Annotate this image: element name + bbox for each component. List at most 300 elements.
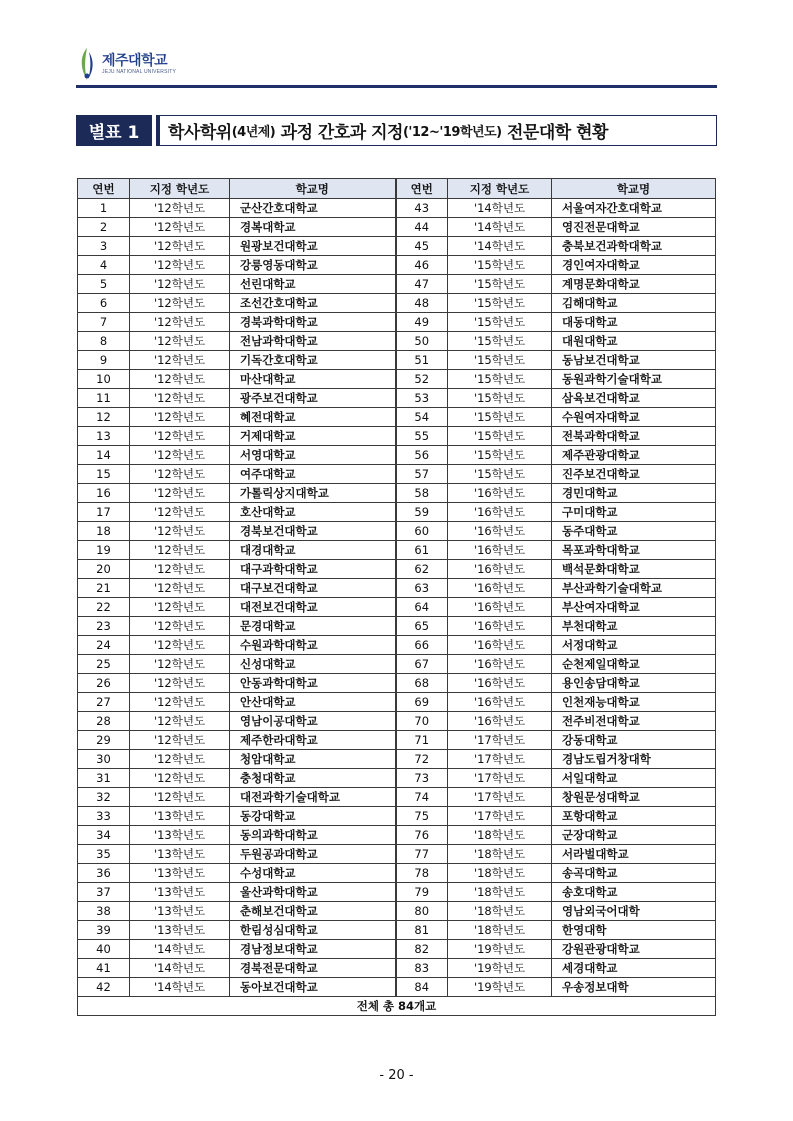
row-year: '13학년도 bbox=[130, 845, 230, 864]
row-number: 77 bbox=[396, 845, 448, 864]
page-title bbox=[160, 115, 717, 146]
row-number: 28 bbox=[78, 712, 130, 731]
table-row bbox=[78, 256, 716, 275]
row-number: 67 bbox=[396, 655, 448, 674]
table-row bbox=[78, 484, 716, 503]
table-row bbox=[78, 313, 716, 332]
row-school-name: 영진전문대학교 bbox=[552, 218, 716, 237]
row-year: '19학년도 bbox=[448, 940, 552, 959]
table-row bbox=[78, 427, 716, 446]
row-school-name: 기독간호대학교 bbox=[230, 351, 396, 370]
row-school-name: 진주보건대학교 bbox=[552, 465, 716, 484]
row-school-name: 한영대학 bbox=[552, 921, 716, 940]
table-row bbox=[78, 769, 716, 788]
row-year: '15학년도 bbox=[448, 256, 552, 275]
row-number: 57 bbox=[396, 465, 448, 484]
row-year: '18학년도 bbox=[448, 902, 552, 921]
row-year: '17학년도 bbox=[448, 807, 552, 826]
row-number: 52 bbox=[396, 370, 448, 389]
row-number: 78 bbox=[396, 864, 448, 883]
row-year: '17학년도 bbox=[448, 769, 552, 788]
row-year: '12학년도 bbox=[130, 579, 230, 598]
table-row bbox=[78, 959, 716, 978]
row-number: 10 bbox=[78, 370, 130, 389]
table-row bbox=[78, 465, 716, 484]
row-school-name: 마산대학교 bbox=[230, 370, 396, 389]
row-school-name: 충청대학교 bbox=[230, 769, 396, 788]
table-row bbox=[78, 864, 716, 883]
row-number: 80 bbox=[396, 902, 448, 921]
row-year: '17학년도 bbox=[448, 731, 552, 750]
row-year: '12학년도 bbox=[130, 237, 230, 256]
row-school-name: 강원관광대학교 bbox=[552, 940, 716, 959]
row-number: 64 bbox=[396, 598, 448, 617]
row-year: '12학년도 bbox=[130, 712, 230, 731]
row-year: '14학년도 bbox=[130, 978, 230, 997]
row-number: 48 bbox=[396, 294, 448, 313]
col-header-school: 학교명 bbox=[552, 179, 716, 199]
row-school-name: 강동대학교 bbox=[552, 731, 716, 750]
table-row bbox=[78, 332, 716, 351]
row-number: 65 bbox=[396, 617, 448, 636]
table-row bbox=[78, 199, 716, 218]
row-school-name: 우송정보대학 bbox=[552, 978, 716, 997]
appendix-tag: 별표 1 bbox=[76, 115, 152, 146]
row-number: 51 bbox=[396, 351, 448, 370]
row-year: '16학년도 bbox=[448, 655, 552, 674]
row-number: 46 bbox=[396, 256, 448, 275]
table-row bbox=[78, 370, 716, 389]
row-year: '13학년도 bbox=[130, 864, 230, 883]
table-row bbox=[78, 598, 716, 617]
table-header-row bbox=[78, 179, 716, 199]
row-year: '15학년도 bbox=[448, 275, 552, 294]
row-school-name: 거제대학교 bbox=[230, 427, 396, 446]
table-row bbox=[78, 389, 716, 408]
row-school-name: 동원과학기술대학교 bbox=[552, 370, 716, 389]
row-number: 74 bbox=[396, 788, 448, 807]
table-row bbox=[78, 845, 716, 864]
title-part-3: 과정 간호과 지정 bbox=[275, 123, 403, 143]
row-school-name: 부산과학기술대학교 bbox=[552, 579, 716, 598]
college-table bbox=[77, 178, 716, 1016]
row-school-name: 부산여자대학교 bbox=[552, 598, 716, 617]
table-title-bar bbox=[76, 115, 717, 146]
row-number: 8 bbox=[78, 332, 130, 351]
row-school-name: 선린대학교 bbox=[230, 275, 396, 294]
row-number: 6 bbox=[78, 294, 130, 313]
row-school-name: 경남도립거창대학 bbox=[552, 750, 716, 769]
row-number: 63 bbox=[396, 579, 448, 598]
row-number: 29 bbox=[78, 731, 130, 750]
col-header-year: 지정 학년도 bbox=[130, 179, 230, 199]
row-school-name: 세경대학교 bbox=[552, 959, 716, 978]
row-year: '16학년도 bbox=[448, 484, 552, 503]
table-row bbox=[78, 218, 716, 237]
table-row bbox=[78, 351, 716, 370]
row-year: '18학년도 bbox=[448, 845, 552, 864]
col-header-number: 연번 bbox=[78, 179, 130, 199]
row-school-name: 대경대학교 bbox=[230, 541, 396, 560]
row-year: '16학년도 bbox=[448, 541, 552, 560]
row-number: 79 bbox=[396, 883, 448, 902]
row-school-name: 강릉영동대학교 bbox=[230, 256, 396, 275]
row-number: 45 bbox=[396, 237, 448, 256]
row-school-name: 순천제일대학교 bbox=[552, 655, 716, 674]
row-year: '12학년도 bbox=[130, 503, 230, 522]
row-year: '13학년도 bbox=[130, 883, 230, 902]
title-part-4: ('12~'19학년도) bbox=[402, 125, 502, 140]
row-school-name: 백석문화대학교 bbox=[552, 560, 716, 579]
row-year: '12학년도 bbox=[130, 674, 230, 693]
row-year: '13학년도 bbox=[130, 807, 230, 826]
row-number: 53 bbox=[396, 389, 448, 408]
row-year: '15학년도 bbox=[448, 370, 552, 389]
row-number: 19 bbox=[78, 541, 130, 560]
row-number: 43 bbox=[396, 199, 448, 218]
row-number: 32 bbox=[78, 788, 130, 807]
row-year: '13학년도 bbox=[130, 921, 230, 940]
row-year: '12학년도 bbox=[130, 522, 230, 541]
row-school-name: 울산과학대학교 bbox=[230, 883, 396, 902]
row-school-name: 호산대학교 bbox=[230, 503, 396, 522]
row-school-name: 춘해보건대학교 bbox=[230, 902, 396, 921]
row-year: '18학년도 bbox=[448, 864, 552, 883]
row-school-name: 동아보건대학교 bbox=[230, 978, 396, 997]
row-school-name: 안산대학교 bbox=[230, 693, 396, 712]
row-school-name: 군장대학교 bbox=[552, 826, 716, 845]
row-year: '12학년도 bbox=[130, 731, 230, 750]
row-number: 34 bbox=[78, 826, 130, 845]
table-row bbox=[78, 294, 716, 313]
total-count: 전체 총 84개교 bbox=[78, 997, 716, 1016]
row-year: '12학년도 bbox=[130, 693, 230, 712]
row-year: '14학년도 bbox=[130, 940, 230, 959]
table-row bbox=[78, 674, 716, 693]
row-year: '12학년도 bbox=[130, 769, 230, 788]
row-number: 66 bbox=[396, 636, 448, 655]
row-number: 58 bbox=[396, 484, 448, 503]
row-number: 26 bbox=[78, 674, 130, 693]
row-number: 35 bbox=[78, 845, 130, 864]
row-year: '16학년도 bbox=[448, 579, 552, 598]
row-number: 62 bbox=[396, 560, 448, 579]
row-school-name: 부천대학교 bbox=[552, 617, 716, 636]
row-number: 9 bbox=[78, 351, 130, 370]
row-number: 3 bbox=[78, 237, 130, 256]
row-school-name: 전남과학대학교 bbox=[230, 332, 396, 351]
row-year: '12학년도 bbox=[130, 598, 230, 617]
row-year: '12학년도 bbox=[130, 560, 230, 579]
row-school-name: 안동과학대학교 bbox=[230, 674, 396, 693]
col-header-year: 지정 학년도 bbox=[448, 179, 552, 199]
row-school-name: 대구보건대학교 bbox=[230, 579, 396, 598]
row-year: '19학년도 bbox=[448, 978, 552, 997]
table-row bbox=[78, 921, 716, 940]
row-year: '18학년도 bbox=[448, 826, 552, 845]
row-number: 56 bbox=[396, 446, 448, 465]
row-school-name: 서영대학교 bbox=[230, 446, 396, 465]
row-school-name: 한림성심대학교 bbox=[230, 921, 396, 940]
row-number: 17 bbox=[78, 503, 130, 522]
row-school-name: 송곡대학교 bbox=[552, 864, 716, 883]
table-row bbox=[78, 883, 716, 902]
row-number: 55 bbox=[396, 427, 448, 446]
row-number: 84 bbox=[396, 978, 448, 997]
table-row bbox=[78, 902, 716, 921]
row-year: '16학년도 bbox=[448, 503, 552, 522]
row-school-name: 대원대학교 bbox=[552, 332, 716, 351]
row-school-name: 동의과학대학교 bbox=[230, 826, 396, 845]
row-school-name: 대전보건대학교 bbox=[230, 598, 396, 617]
row-number: 20 bbox=[78, 560, 130, 579]
row-year: '14학년도 bbox=[448, 237, 552, 256]
page-number: - 20 - bbox=[379, 1068, 414, 1083]
row-year: '12학년도 bbox=[130, 313, 230, 332]
row-year: '13학년도 bbox=[130, 902, 230, 921]
row-school-name: 제주한라대학교 bbox=[230, 731, 396, 750]
row-number: 22 bbox=[78, 598, 130, 617]
row-year: '12학년도 bbox=[130, 541, 230, 560]
row-school-name: 충북보건과학대학교 bbox=[552, 237, 716, 256]
row-year: '16학년도 bbox=[448, 522, 552, 541]
row-school-name: 조선간호대학교 bbox=[230, 294, 396, 313]
row-number: 11 bbox=[78, 389, 130, 408]
row-school-name: 대동대학교 bbox=[552, 313, 716, 332]
row-school-name: 인천재능대학교 bbox=[552, 693, 716, 712]
row-year: '15학년도 bbox=[448, 389, 552, 408]
row-number: 72 bbox=[396, 750, 448, 769]
university-emblem-icon bbox=[76, 46, 98, 82]
row-number: 39 bbox=[78, 921, 130, 940]
row-number: 82 bbox=[396, 940, 448, 959]
table-row bbox=[78, 636, 716, 655]
row-year: '16학년도 bbox=[448, 560, 552, 579]
row-year: '15학년도 bbox=[448, 465, 552, 484]
row-year: '16학년도 bbox=[448, 598, 552, 617]
row-school-name: 수성대학교 bbox=[230, 864, 396, 883]
row-number: 40 bbox=[78, 940, 130, 959]
col-header-number: 연번 bbox=[396, 179, 448, 199]
row-number: 36 bbox=[78, 864, 130, 883]
table-row bbox=[78, 655, 716, 674]
row-school-name: 군산간호대학교 bbox=[230, 199, 396, 218]
row-school-name: 대구과학대학교 bbox=[230, 560, 396, 579]
row-school-name: 경북전문대학교 bbox=[230, 959, 396, 978]
row-school-name: 광주보건대학교 bbox=[230, 389, 396, 408]
row-school-name: 전주비전대학교 bbox=[552, 712, 716, 731]
row-year: '14학년도 bbox=[448, 199, 552, 218]
row-year: '16학년도 bbox=[448, 712, 552, 731]
table-row bbox=[78, 712, 716, 731]
row-number: 12 bbox=[78, 408, 130, 427]
row-year: '15학년도 bbox=[448, 351, 552, 370]
row-number: 83 bbox=[396, 959, 448, 978]
row-year: '12학년도 bbox=[130, 408, 230, 427]
row-number: 49 bbox=[396, 313, 448, 332]
row-year: '13학년도 bbox=[130, 826, 230, 845]
row-number: 4 bbox=[78, 256, 130, 275]
row-school-name: 청암대학교 bbox=[230, 750, 396, 769]
row-school-name: 김해대학교 bbox=[552, 294, 716, 313]
row-school-name: 구미대학교 bbox=[552, 503, 716, 522]
row-number: 73 bbox=[396, 769, 448, 788]
row-school-name: 서정대학교 bbox=[552, 636, 716, 655]
row-school-name: 영남이공대학교 bbox=[230, 712, 396, 731]
row-school-name: 원광보건대학교 bbox=[230, 237, 396, 256]
row-year: '12학년도 bbox=[130, 199, 230, 218]
table-row bbox=[78, 560, 716, 579]
row-school-name: 동남보건대학교 bbox=[552, 351, 716, 370]
row-number: 70 bbox=[396, 712, 448, 731]
table-row bbox=[78, 978, 716, 997]
row-number: 76 bbox=[396, 826, 448, 845]
header-divider bbox=[76, 85, 717, 88]
row-number: 24 bbox=[78, 636, 130, 655]
row-number: 7 bbox=[78, 313, 130, 332]
row-school-name: 경북과학대학교 bbox=[230, 313, 396, 332]
row-number: 2 bbox=[78, 218, 130, 237]
row-year: '12학년도 bbox=[130, 370, 230, 389]
row-school-name: 동강대학교 bbox=[230, 807, 396, 826]
title-part-1: 학사학위 bbox=[168, 123, 232, 143]
row-school-name: 경복대학교 bbox=[230, 218, 396, 237]
row-year: '12학년도 bbox=[130, 218, 230, 237]
row-year: '12학년도 bbox=[130, 294, 230, 313]
university-logo bbox=[76, 44, 176, 84]
row-year: '12학년도 bbox=[130, 655, 230, 674]
row-school-name: 서울여자간호대학교 bbox=[552, 199, 716, 218]
row-number: 37 bbox=[78, 883, 130, 902]
row-year: '15학년도 bbox=[448, 294, 552, 313]
title-part-5: 전문대학 현황 bbox=[501, 123, 608, 143]
logo-subtext: JEJU NATIONAL UNIVERSITY bbox=[102, 68, 176, 75]
row-number: 50 bbox=[396, 332, 448, 351]
row-number: 47 bbox=[396, 275, 448, 294]
row-school-name: 송호대학교 bbox=[552, 883, 716, 902]
row-year: '12학년도 bbox=[130, 636, 230, 655]
row-year: '14학년도 bbox=[130, 959, 230, 978]
row-year: '12학년도 bbox=[130, 465, 230, 484]
row-year: '12학년도 bbox=[130, 275, 230, 294]
table-row bbox=[78, 522, 716, 541]
row-number: 60 bbox=[396, 522, 448, 541]
row-school-name: 두원공과대학교 bbox=[230, 845, 396, 864]
table-row bbox=[78, 807, 716, 826]
row-school-name: 경인여자대학교 bbox=[552, 256, 716, 275]
total-row bbox=[78, 997, 716, 1016]
row-school-name: 동주대학교 bbox=[552, 522, 716, 541]
col-header-school: 학교명 bbox=[230, 179, 396, 199]
row-number: 27 bbox=[78, 693, 130, 712]
title-part-2: (4년제) bbox=[231, 125, 276, 140]
row-year: '17학년도 bbox=[448, 750, 552, 769]
row-year: '12학년도 bbox=[130, 332, 230, 351]
table-row bbox=[78, 731, 716, 750]
row-number: 69 bbox=[396, 693, 448, 712]
row-school-name: 신성대학교 bbox=[230, 655, 396, 674]
row-number: 42 bbox=[78, 978, 130, 997]
table-row bbox=[78, 693, 716, 712]
row-number: 44 bbox=[396, 218, 448, 237]
row-year: '17학년도 bbox=[448, 788, 552, 807]
row-school-name: 문경대학교 bbox=[230, 617, 396, 636]
row-school-name: 목포과학대학교 bbox=[552, 541, 716, 560]
row-number: 25 bbox=[78, 655, 130, 674]
row-number: 54 bbox=[396, 408, 448, 427]
row-year: '12학년도 bbox=[130, 484, 230, 503]
row-year: '12학년도 bbox=[130, 788, 230, 807]
row-year: '15학년도 bbox=[448, 427, 552, 446]
row-number: 41 bbox=[78, 959, 130, 978]
row-number: 21 bbox=[78, 579, 130, 598]
row-number: 1 bbox=[78, 199, 130, 218]
row-year: '12학년도 bbox=[130, 351, 230, 370]
row-school-name: 영남외국어대학 bbox=[552, 902, 716, 921]
row-school-name: 수원과학대학교 bbox=[230, 636, 396, 655]
row-school-name: 경민대학교 bbox=[552, 484, 716, 503]
row-number: 18 bbox=[78, 522, 130, 541]
row-number: 38 bbox=[78, 902, 130, 921]
row-year: '12학년도 bbox=[130, 617, 230, 636]
row-school-name: 경북보건대학교 bbox=[230, 522, 396, 541]
row-number: 33 bbox=[78, 807, 130, 826]
row-school-name: 수원여자대학교 bbox=[552, 408, 716, 427]
row-number: 61 bbox=[396, 541, 448, 560]
table-row bbox=[78, 788, 716, 807]
row-year: '18학년도 bbox=[448, 883, 552, 902]
row-number: 30 bbox=[78, 750, 130, 769]
table-row bbox=[78, 940, 716, 959]
row-year: '18학년도 bbox=[448, 921, 552, 940]
row-number: 14 bbox=[78, 446, 130, 465]
table-row bbox=[78, 826, 716, 845]
row-school-name: 서라벌대학교 bbox=[552, 845, 716, 864]
row-number: 15 bbox=[78, 465, 130, 484]
table-row bbox=[78, 408, 716, 427]
row-year: '19학년도 bbox=[448, 959, 552, 978]
row-year: '12학년도 bbox=[130, 256, 230, 275]
row-school-name: 용인송담대학교 bbox=[552, 674, 716, 693]
row-year: '16학년도 bbox=[448, 636, 552, 655]
row-number: 5 bbox=[78, 275, 130, 294]
table-row bbox=[78, 503, 716, 522]
row-number: 71 bbox=[396, 731, 448, 750]
row-year: '14학년도 bbox=[448, 218, 552, 237]
row-school-name: 포항대학교 bbox=[552, 807, 716, 826]
row-school-name: 여주대학교 bbox=[230, 465, 396, 484]
row-school-name: 경남정보대학교 bbox=[230, 940, 396, 959]
table-row bbox=[78, 617, 716, 636]
row-year: '16학년도 bbox=[448, 674, 552, 693]
table-row bbox=[78, 446, 716, 465]
row-school-name: 가톨릭상지대학교 bbox=[230, 484, 396, 503]
row-year: '12학년도 bbox=[130, 389, 230, 408]
row-school-name: 대전과학기술대학교 bbox=[230, 788, 396, 807]
row-school-name: 계명문화대학교 bbox=[552, 275, 716, 294]
row-number: 31 bbox=[78, 769, 130, 788]
row-number: 81 bbox=[396, 921, 448, 940]
row-number: 59 bbox=[396, 503, 448, 522]
table-row bbox=[78, 579, 716, 598]
row-year: '15학년도 bbox=[448, 446, 552, 465]
row-school-name: 제주관광대학교 bbox=[552, 446, 716, 465]
table-row bbox=[78, 541, 716, 560]
table-row bbox=[78, 237, 716, 256]
row-school-name: 창원문성대학교 bbox=[552, 788, 716, 807]
logo-text: 제주대학교 bbox=[102, 52, 168, 69]
row-school-name: 전북과학대학교 bbox=[552, 427, 716, 446]
